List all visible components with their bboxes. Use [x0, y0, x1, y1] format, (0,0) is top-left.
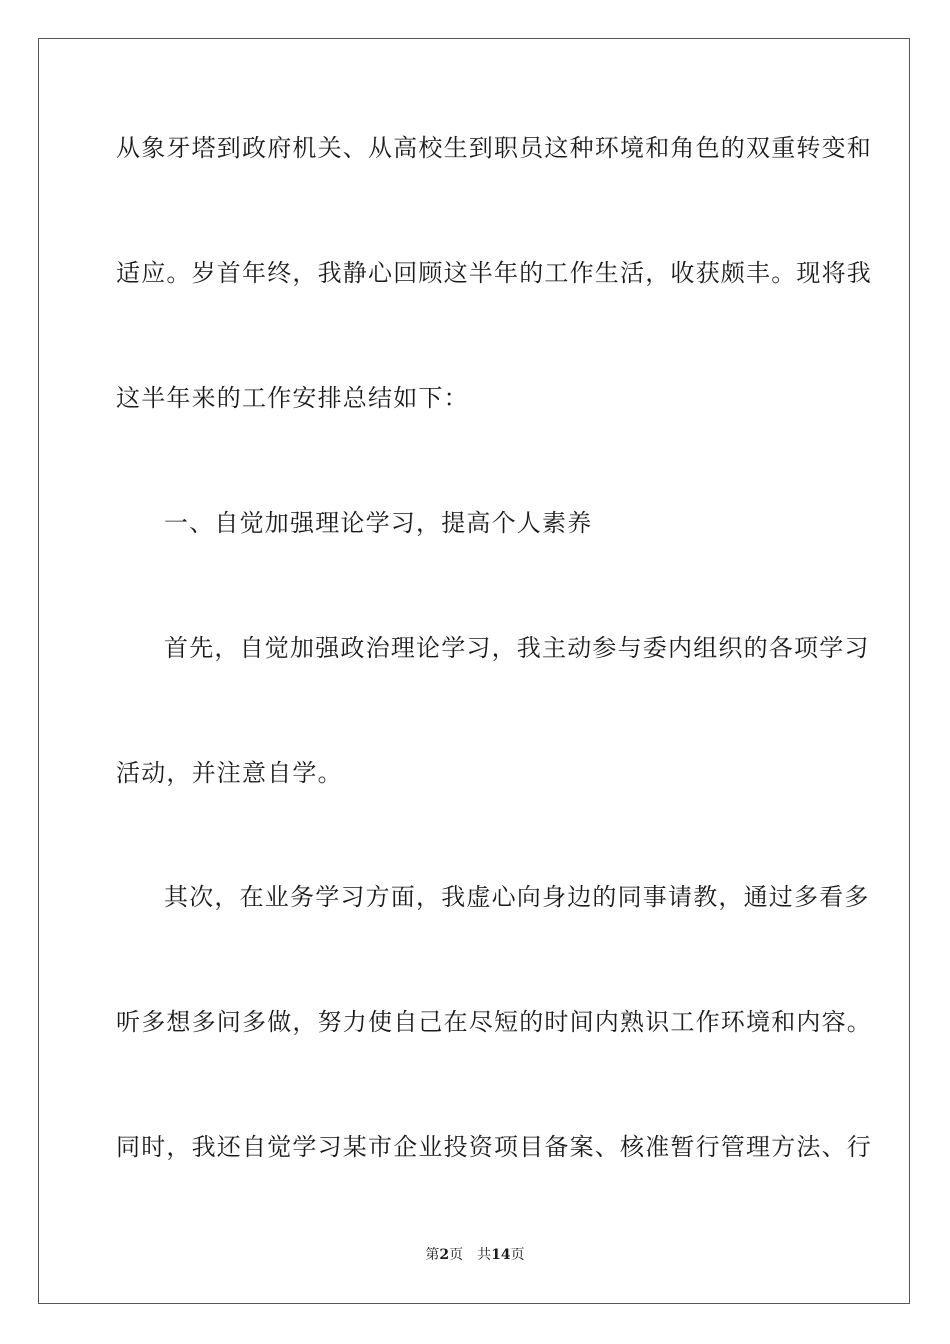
page-number: 2	[439, 1247, 450, 1263]
body-line-9: 同时，我还自觉学习某市企业投资项目备案、核准暂行管理方法、行	[116, 1133, 872, 1161]
total-pages: 14	[491, 1247, 511, 1263]
total-prefix: 共	[477, 1247, 492, 1263]
body-line-8: 听多想多问多做，努力使自己在尽短的时间内熟识工作环境和内容。	[116, 1008, 872, 1036]
body-line-3: 这半年来的工作安排总结如下：	[116, 384, 469, 412]
page-border	[38, 38, 910, 1304]
body-line-5: 首先，自觉加强政治理论学习，我主动参与委内组织的各项学习	[164, 634, 870, 662]
page-prefix: 第	[425, 1247, 440, 1263]
page-suffix: 页	[449, 1247, 464, 1263]
section-heading: 一、自觉加强理论学习，提高个人素养	[164, 509, 593, 537]
body-line-1: 从象牙塔到政府机关、从高校生到职员这种环境和角色的双重转变和	[116, 134, 872, 162]
total-suffix: 页	[510, 1247, 525, 1263]
body-line-7: 其次，在业务学习方面，我虚心向身边的同事请教，通过多看多	[164, 883, 870, 911]
body-line-2: 适应。岁首年终，我静心回顾这半年的工作生活，收获颇丰。现将我	[116, 259, 872, 287]
body-line-6: 活动，并注意自学。	[116, 759, 343, 787]
page-footer	[0, 1246, 950, 1264]
